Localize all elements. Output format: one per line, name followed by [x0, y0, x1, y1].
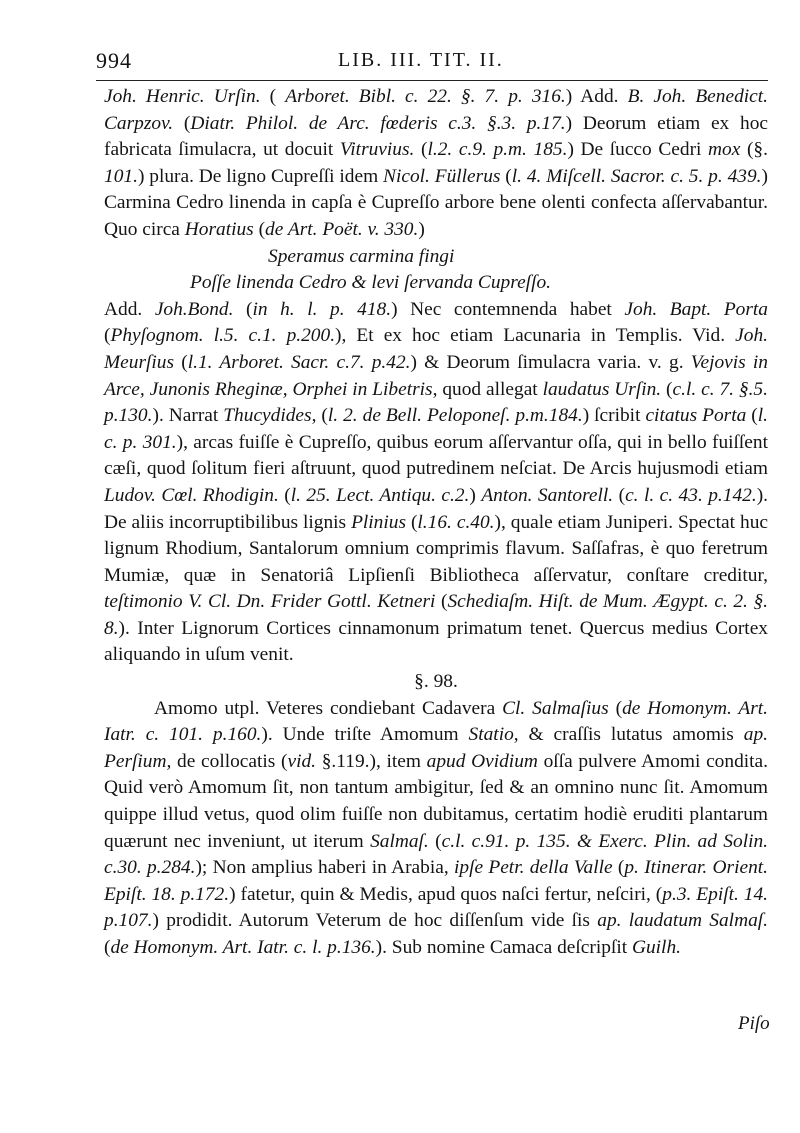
text-span: ) plura. De ligno Cupreſſi idem [137, 165, 384, 187]
text-span: Ludov. Cœl. Rhodigin. [104, 484, 279, 506]
section-number: §. 98. [414, 671, 458, 693]
text-span: B. Joh. Benedict. Carpzov. [104, 86, 768, 134]
text-span: de Art. Poët. v. 330. [265, 218, 419, 240]
text-span: Thucydides [223, 405, 312, 427]
text-span: ( [613, 484, 626, 506]
text-span: Schediaſm. Hiſt. de Mum. Ægypt. c. 2. §. 8. [104, 591, 769, 639]
text-span: ( [746, 405, 758, 427]
text-span: ) [469, 484, 482, 506]
text-span: Diatr. Philol. de Arc. fœderis c.3. §.3. p.17. [190, 112, 566, 134]
text-span: l.16. c.40. [417, 511, 495, 533]
text-span: c. l. c. 43. p.142. [625, 484, 757, 506]
text-span: ) [418, 218, 425, 240]
text-span: ) prodidit. Autorum Veterum de hoc diſſenſum vide ſis [152, 910, 598, 932]
text-span: p. Itinerar. Orient. Epiſt. 18. p.172. [104, 857, 768, 905]
text-span: l. 25. Lect. Antiqu. c.2. [290, 484, 470, 506]
text-span: Cl. Salmaſius [502, 697, 609, 719]
text-span: l.1. Arboret. Sacr. c.7. p.42. [187, 351, 411, 373]
text-span: de Homonym. Art. Iatr. c. l. p.136. [110, 937, 376, 958]
text-span: ). De aliis incorruptibilibus lignis [104, 484, 769, 533]
text-span: ap. Perſium, [104, 724, 768, 772]
text-span: ), arcas fuiſſe è Cupreſſo, quibus eorum aſſervantur oſſa, qui in bello fuiſſent cæſi, quod ſolitum fieri aſtruunt, quod putredinem neſciat. De Arcis hujusmodi etiam [104, 431, 768, 480]
text-span: ). Inter Lignorum Cortices cinnamonum primatum tenet. Quercus medius Cortex aliquando in uſum venit. [104, 617, 768, 666]
text-span: ) Nec contemnenda habet [391, 298, 625, 320]
verse-line-1: Speramus carmina fingi [268, 245, 455, 267]
text-span: ) ſcribit [582, 405, 646, 427]
text-span: ) Add. [565, 86, 628, 107]
text-span: ); Non amplius haberi in Arabia, [195, 857, 454, 879]
text-span: ( [414, 139, 428, 161]
text-span: Anton. Santorell. [481, 484, 614, 506]
text-span: Vitruvius. [339, 139, 415, 161]
text-span: ( [406, 511, 418, 533]
text-span: , & craſſis lutatus amomis [513, 724, 744, 746]
text-span: Joh. Meurſius [104, 325, 768, 373]
text-span: Joh. Bapt. Porta [624, 298, 769, 320]
header-rule [96, 80, 768, 81]
text-span: ( [173, 112, 191, 134]
text-span: Guilh. [631, 937, 681, 958]
text-span: ( [253, 218, 266, 240]
page-header [96, 48, 768, 76]
text-span: Joh.Bond. [154, 298, 234, 320]
text-span: ( [174, 351, 188, 373]
text-span: (§. [740, 139, 768, 161]
text-span: laudatus Urſin. [542, 378, 662, 400]
text-span: ( [278, 484, 291, 506]
text-span: Statio [468, 724, 514, 746]
text-span: ) & Deorum ſimulacra varia. v. g. [410, 351, 691, 373]
text-span: l. 2. de Bell. Peloponeſ. p.m.184. [327, 405, 583, 427]
text-span: ) De ſucco Cedri [567, 139, 709, 161]
text-span: in h. l. p. 418. [252, 298, 392, 320]
text-span: ( [500, 165, 512, 187]
text-span: ( [260, 86, 286, 107]
text-span: oſſa pulvere Amomi condita. Quid verò Amomum ſit, non tantum ambigitur, ſed & an omnino nunc ſit. Amomum quippe illud vetus, quod olim fuiſſe non dubitamus, certatim hodiè eruditi plantarum quærunt nec inveniunt, ut iterum [104, 750, 768, 852]
text-span: teſtimonio V. Cl. Dn. Frider Gottl. Ketneri [104, 591, 436, 613]
text-span: ( [428, 830, 442, 852]
marginal-catchword: Piſo [738, 1013, 770, 1034]
text-span: apud Ovidium [426, 750, 538, 772]
text-span: l. 4. Miſcell. Sacror. c. 5. p. 439. [511, 165, 762, 187]
text-span: p.3. Epiſt. 14. p.107. [104, 883, 768, 932]
text-span: ) fatetur, quin & Medis, apud quos naſci fertur, neſciri, ( [229, 883, 663, 905]
text-span: Add. [104, 298, 155, 320]
paragraph-1 [104, 84, 768, 244]
text-span: c.l. c.91. p. 135. & Exerc. Plin. ad Solin. c.30. p.284. [104, 830, 769, 879]
text-span: Salmaſ. [370, 830, 429, 852]
text-span: 101. [104, 165, 138, 187]
paragraph-2 [104, 297, 768, 669]
text-span: ) Deorum etiam ex hoc fabricata ſimulacra, ut docuit [104, 112, 768, 161]
text-span: Joh. Henric. Urſin. [104, 86, 261, 107]
text-span: ( [233, 298, 253, 320]
text-span: ). Narrat [152, 405, 224, 427]
text-span: ), Et ex hoc etiam Lacunaria in Templis. Vid. [335, 325, 736, 347]
text-span: citatus Porta [645, 405, 747, 427]
text-span: , ( [311, 405, 328, 427]
page-number: 994 [96, 48, 132, 73]
text-span: ) Carmina Cedro linenda in capſa è Cupreſſo arbore bene olenti confecta aſſervabantur. Quo circa [104, 165, 768, 240]
running-head: LIB. III. TIT. II. [338, 49, 504, 71]
text-span: ( [608, 697, 623, 719]
body-text [104, 84, 768, 962]
paragraph-3 [104, 696, 768, 962]
text-span: l.2. c.9. p.m. 185. [427, 139, 568, 161]
text-span: ( [612, 857, 625, 879]
text-span: §.119.), item [316, 750, 427, 772]
text-span: Arboret. Bibl. c. 22. §. 7. p. 316. [285, 86, 566, 107]
text-span: c.l. c. 7. §.5. p.130. [104, 378, 768, 427]
text-span: Vejovis in Arce, Junonis Rheginæ, Orphei in Libetris [104, 351, 768, 400]
text-span: ), quale etiam Juniperi. Spectat huc lignum Rhodium, Santalorum omnium comprimis flavum. Saſſafras, è quo feretrum Mumiæ, quæ in Senatoriâ Lipſienſi Bibliotheca aſſervatur, conſtare creditur, [104, 511, 768, 586]
text-span: ( [104, 937, 111, 958]
text-span: , quod allegat [432, 378, 543, 400]
text-span: ( [661, 378, 673, 400]
text-span: ipſe Petr. della Valle [453, 857, 613, 879]
text-span: ( [435, 591, 448, 613]
text-span: de Homonym. Art. Iatr. c. 101. p.160. [104, 697, 769, 746]
text-span: Plinius [351, 511, 407, 533]
text-span: Horatius [184, 218, 254, 240]
text-span: vid. [287, 750, 317, 772]
text-span: ). Sub nomine Camaca deſcripſit [375, 937, 632, 958]
text-span: Amomo utpl. Veteres condiebant Cadavera [154, 697, 503, 719]
text-span: ). Unde triſte Amomum [261, 724, 469, 746]
text-span: Phyſognom. l.5. c.1. p.200. [110, 325, 336, 347]
verse-line-2: Poſſe linenda Cedro & levi ſervanda Cupreſſo. [190, 272, 551, 294]
text-span: ( [104, 325, 111, 347]
text-span: de collocatis ( [171, 750, 288, 772]
text-span: Nicol. Füllerus [383, 165, 501, 187]
text-span: l. c. p. 301. [104, 405, 768, 453]
text-span: ap. laudatum Salmaſ. [597, 910, 768, 932]
text-span: mox [708, 139, 741, 161]
